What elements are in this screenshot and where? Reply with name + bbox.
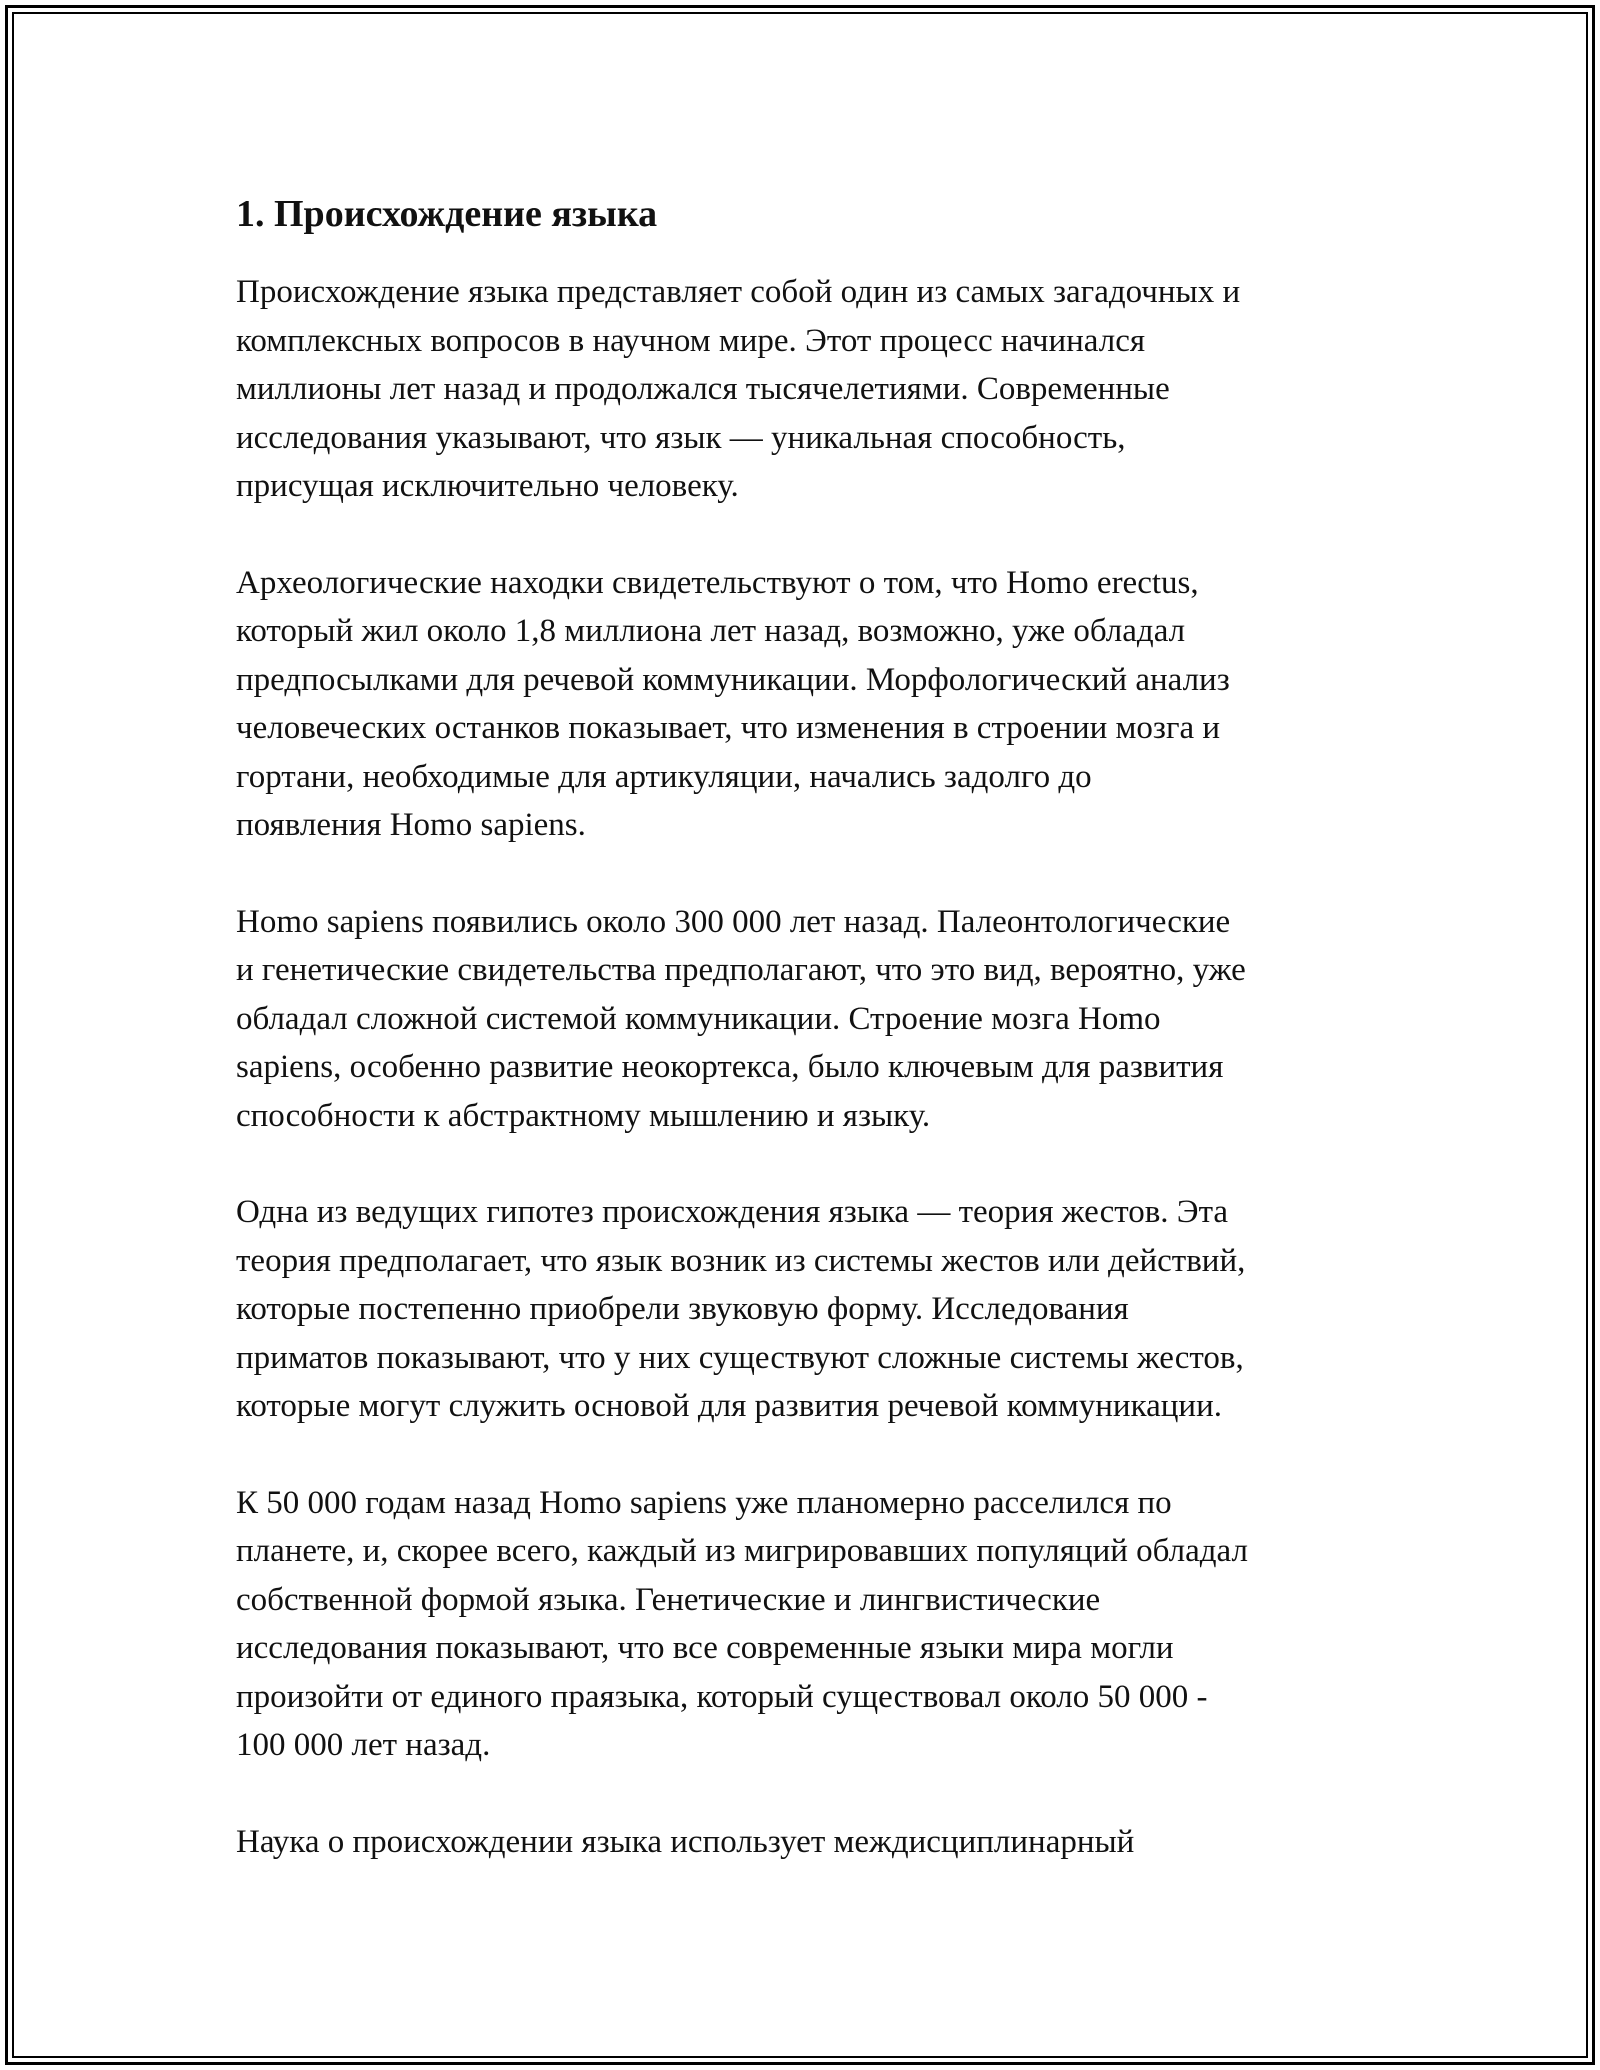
paragraph-line: приматов показывают, что у них существуют сложные системы жестов, (236, 1339, 1244, 1376)
paragraph-line: присущая исключительно человеку. (236, 468, 739, 504)
paragraph-line: исследования указывают, что язык — уникальная способность, (236, 419, 1126, 456)
paragraph-line: миллионы лет назад и продолжался тысячелетиями. Современные (236, 371, 1170, 407)
paragraph-line: человеческих останков показывает, что изменения в строении мозга и (236, 710, 1221, 746)
document-body (236, 188, 1396, 1914)
paragraph-line: Наука о происхождении языка использует междисциплинарный (236, 1823, 1135, 1860)
paragraph-5 (236, 1479, 1396, 1770)
paragraph-line: теория предполагает, что язык возник из системы жестов или действий, (236, 1242, 1246, 1279)
paragraph-line: планете, и, скорее всего, каждый из мигрировавших популяций обладал (236, 1533, 1248, 1569)
paragraph-line: 100 000 лет назад. (236, 1727, 491, 1763)
paragraph-line: sapiens, особенно развитие неокортекса, было ключевым для развития (236, 1049, 1224, 1085)
paragraph-2 (236, 559, 1396, 850)
paragraph-line: Homo sapiens появились около 300 000 лет назад. Палеонтологические (236, 903, 1231, 940)
paragraph-4 (236, 1188, 1396, 1431)
paragraph-line: и генетические свидетельства предполагают, что это вид, вероятно, уже (236, 952, 1246, 988)
section-title: 1. Происхождение языка (236, 193, 658, 235)
paragraph-line: исследования показывают, что все современные языки мира могли (236, 1630, 1174, 1666)
paragraph-line: гортани, необходимые для артикуляции, начались задолго до (236, 758, 1092, 795)
paragraph-line: произойти от единого праязыка, который существовал около 50 000 - (236, 1678, 1208, 1715)
paragraph-line: Происхождение языка представляет собой один из самых загадочных и (236, 274, 1241, 310)
paragraph-line: предпосылками для речевой коммуникации. Морфологический анализ (236, 661, 1230, 698)
paragraph-line: Одна из ведущих гипотез происхождения языка — теория жестов. Эта (236, 1194, 1229, 1230)
paragraph-line: обладал сложной системой коммуникации. Строение мозга Homo (236, 1000, 1161, 1037)
paragraph-1 (236, 268, 1396, 511)
paragraph-line: способности к абстрактному мышлению и языку. (236, 1097, 931, 1134)
paragraph-line: собственной формой языка. Генетические и лингвистические (236, 1581, 1101, 1618)
paragraph-line: который жил около 1,8 миллиона лет назад, возможно, уже обладал (236, 613, 1186, 649)
paragraph-line: Археологические находки свидетельствуют о том, что Homo erectus, (236, 564, 1199, 601)
paragraph-line: К 50 000 годам назад Homo sapiens уже планомерно расселился по (236, 1484, 1172, 1521)
paragraph-line: которые могут служить основой для развития речевой коммуникации. (236, 1388, 1223, 1424)
paragraph-line: комплексных вопросов в научном мире. Этот процесс начинался (236, 322, 1146, 359)
paragraph-line: которые постепенно приобрели звуковую форму. Исследования (236, 1291, 1129, 1327)
paragraph-6 (236, 1818, 1396, 1867)
paragraph-3 (236, 898, 1396, 1141)
paragraph-line: появления Homo sapiens. (236, 807, 586, 843)
